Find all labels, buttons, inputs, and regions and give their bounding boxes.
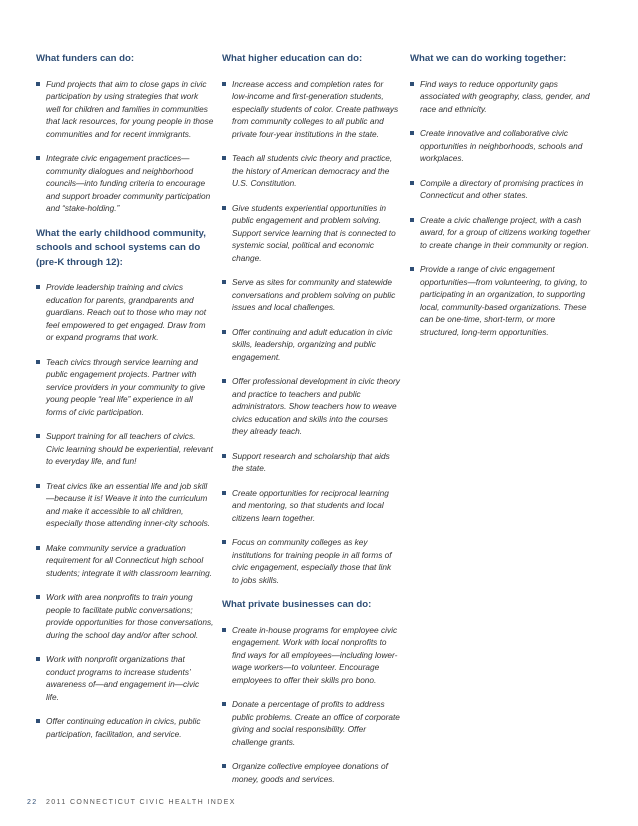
- list-item-text: Find ways to reduce opportunity gaps associated with geography, class, gender, and race and ethnicity.: [420, 78, 590, 114]
- square-bullet-icon: [222, 702, 226, 706]
- list-item: [36, 152, 214, 215]
- list-item: [222, 326, 400, 364]
- list-item: [36, 356, 214, 419]
- list-item: [36, 78, 214, 141]
- list-item-text: Offer continuing education in civics, public participation, facilitation, and service.: [46, 716, 201, 739]
- square-bullet-icon: [222, 206, 226, 210]
- square-bullet-icon: [222, 628, 226, 632]
- list-item-text: Compile a directory of promising practices in Connecticut and other states.: [420, 177, 584, 200]
- square-bullet-icon: [36, 360, 40, 364]
- list-item: [222, 450, 400, 475]
- list-item: [36, 430, 214, 468]
- list-item: [410, 78, 596, 116]
- list-item-text: Teach civics through service learning and public engagement projects. Partner with service providers in your community to give young people “real life” experience in all forms of civic participation.: [46, 356, 206, 417]
- list-item-text: Give students experiential opportunities in public engagement and problem solving. Support service learning that is connected to systemic social, political and economic change.: [232, 202, 396, 263]
- square-bullet-icon: [36, 484, 40, 488]
- list-item-text: Create a civic challenge project, with a cash award, for a group of citizens working together to create change in their community or region.: [420, 214, 591, 250]
- square-bullet-icon: [222, 379, 226, 383]
- list-item: [410, 263, 596, 338]
- businesses-list: [222, 624, 400, 786]
- square-bullet-icon: [410, 82, 414, 86]
- list-item-text: Create opportunities for reciprocal learning and mentoring, so that students and local citizens learn together.: [232, 487, 389, 523]
- list-item-text: Fund projects that aim to close gaps in civic participation by using strategies that work well for children and families in communities that lack resources, for young people in those communities and for recent immigrants.: [46, 78, 214, 139]
- list-item: [222, 375, 400, 438]
- higher-ed-list: [222, 78, 400, 587]
- list-item-text: Work with area nonprofits to train young people to facilitate public conversations; provide opportunities for those conversations, during the school day and/or after school.: [46, 592, 214, 640]
- list-item-text: Create in-house programs for employee civic engagement. Work with local nonprofits to find ways for all employees—including lower-wage workers—to volunteer. Encourage employees to offer their skills pro bono.: [232, 624, 398, 685]
- column-middle: [222, 52, 400, 797]
- square-bullet-icon: [410, 131, 414, 135]
- list-item: [410, 214, 596, 252]
- list-item-text: Serve as sites for community and statewide conversations and problem solving on public issues and local challenges.: [232, 277, 396, 312]
- list-item-text: Organize collective employee donations of money, goods and services.: [232, 761, 388, 784]
- square-bullet-icon: [222, 454, 226, 458]
- early-childhood-list: [36, 281, 214, 740]
- list-item-text: Support training for all teachers of civics. Civic learning should be experiential, relevant to everyday life, and fun!: [46, 431, 213, 466]
- businesses-heading: What private businesses can do:: [222, 599, 372, 610]
- column-right: [410, 52, 596, 350]
- funders-heading: What funders can do:: [36, 53, 135, 64]
- list-item-text: Provide leadership training and civics education for parents, grandparents and guardians. Reach out to those who may not feel empowered to get engaged. Draw from or expand programs that work.: [46, 282, 207, 342]
- list-item: [36, 542, 214, 580]
- list-item: [222, 760, 400, 785]
- list-item-text: Support research and scholarship that aids the state.: [232, 450, 390, 473]
- page-footer: [27, 799, 236, 806]
- list-item-text: Integrate civic engagement practices—community dialogues and neighborhood councils—into funding criteria to encourage and support broader community participation and “stake-holding.”: [46, 153, 211, 213]
- list-item: [410, 127, 596, 165]
- funders-list: [36, 78, 214, 215]
- list-item-text: Work with nonprofit organizations that conduct programs to increase students’ awareness of—and engagement in—civic life.: [46, 654, 200, 702]
- list-item: [36, 591, 214, 641]
- square-bullet-icon: [36, 657, 40, 661]
- square-bullet-icon: [222, 330, 226, 334]
- list-item: [36, 281, 214, 344]
- square-bullet-icon: [36, 546, 40, 550]
- list-item-text: Create innovative and collaborative civic opportunities in neighborhoods, schools and workplaces.: [420, 128, 583, 163]
- list-item: [222, 276, 400, 314]
- square-bullet-icon: [36, 434, 40, 438]
- square-bullet-icon: [410, 181, 414, 185]
- list-item: [222, 152, 400, 190]
- list-item-text: Donate a percentage of profits to address public problems. Create an office of corporate giving and social responsibility. Offer challenge grants.: [232, 699, 400, 747]
- list-item-text: Teach all students civic theory and practice, the history of American democracy and the U.S. Constitution.: [232, 153, 393, 188]
- list-item: [222, 698, 400, 748]
- list-item: [222, 487, 400, 525]
- square-bullet-icon: [222, 280, 226, 284]
- square-bullet-icon: [36, 285, 40, 289]
- page-number: 22: [27, 799, 38, 806]
- list-item: [222, 202, 400, 265]
- together-list: [410, 78, 596, 339]
- square-bullet-icon: [222, 156, 226, 160]
- square-bullet-icon: [410, 218, 414, 222]
- list-item: [36, 653, 214, 703]
- square-bullet-icon: [222, 491, 226, 495]
- list-item: [36, 480, 214, 530]
- footer-title: 2011 CONNECTICUT CIVIC HEALTH INDEX: [45, 799, 236, 806]
- square-bullet-icon: [222, 540, 226, 544]
- list-item-text: Offer professional development in civic theory and practice to teachers and public administrators. Show teachers how to weave civics education and skills into the courses they already teach.: [232, 376, 400, 436]
- list-item: [222, 624, 400, 687]
- together-heading: What we can do working together:: [410, 53, 567, 64]
- list-item-text: Offer continuing and adult education in civic skills, leadership, organizing and public engagement.: [232, 326, 393, 362]
- list-item: [36, 715, 214, 740]
- square-bullet-icon: [410, 267, 414, 271]
- column-left: [36, 52, 214, 752]
- square-bullet-icon: [36, 595, 40, 599]
- list-item-text: Focus on community colleges as key institutions for training people in all forms of civic engagement, especially those that link to jobs skills.: [232, 537, 392, 585]
- square-bullet-icon: [222, 82, 226, 86]
- list-item-text: Provide a range of civic engagement opportunities—from volunteering, to giving, to participating in an organization, to supporting local, community-based organizations. These can be one-time, short-term, or more structured, long-term opportunities.: [420, 264, 587, 337]
- higher-ed-heading: What higher education can do:: [222, 53, 363, 64]
- square-bullet-icon: [222, 764, 226, 768]
- list-item-text: Increase access and completion rates for low-income and first-generation students, especially students of color. Create pathways from community colleges to all public and private four-year institutions in the state.: [232, 78, 399, 139]
- list-item: [410, 177, 596, 202]
- square-bullet-icon: [36, 156, 40, 160]
- early-childhood-heading: What the early childhood community, schools and school systems can do (pre-K through 12):: [36, 227, 206, 268]
- list-item-text: Make community service a graduation requirement for all Connecticut high school students; integrate it with classroom learning.: [46, 542, 213, 578]
- square-bullet-icon: [36, 82, 40, 86]
- square-bullet-icon: [36, 719, 40, 723]
- list-item: [222, 536, 400, 586]
- list-item: [222, 78, 400, 141]
- list-item-text: Treat civics like an essential life and job skill—because it is! Weave it into the curriculum and make it accessible to all children, especially those attending inner-city schools.: [46, 480, 211, 528]
